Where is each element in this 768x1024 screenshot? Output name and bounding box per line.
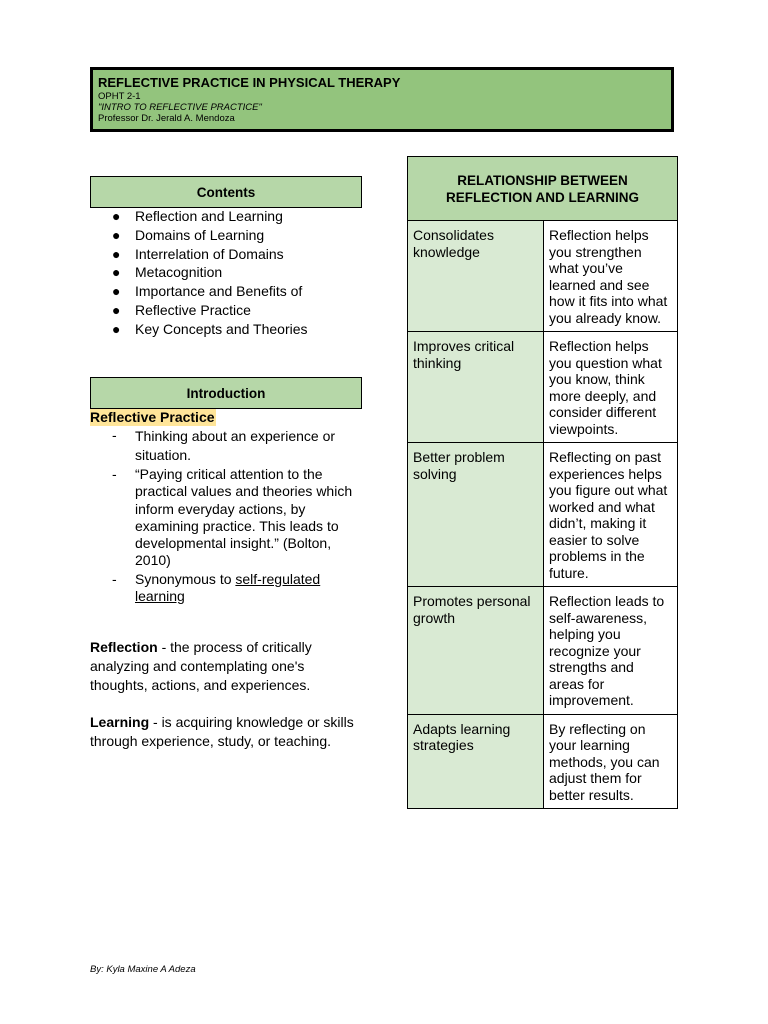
description-cell: By reflecting on your learning methods, you can adjust them for better results. — [544, 714, 678, 809]
table-row — [408, 587, 678, 715]
reflective-practice-points — [112, 427, 364, 606]
list-item: - Thinking about an experience or situation. — [112, 427, 336, 463]
list-item: - “Paying critical attention to the practical values and theories which inform everyday actions, by examining practice. This leads to developmental insight.” (Bolton, 2010) — [112, 466, 353, 569]
description-cell: Reflection helps you question what you know, think more deeply, and consider different viewpoints. — [544, 332, 678, 443]
bullet-icon: ● — [112, 301, 121, 318]
table-row — [408, 332, 678, 443]
table-row — [408, 714, 678, 809]
self-regulated-learning-link[interactable]: self-regulated learning — [135, 570, 321, 605]
introduction-heading: Introduction — [90, 377, 362, 409]
benefit-cell: Improves critical thinking — [408, 332, 544, 443]
list-item: ● Interrelation of Domains — [112, 245, 284, 262]
benefit-cell: Promotes personal growth — [408, 587, 544, 715]
list-item: ● Reflective Practice — [112, 301, 251, 318]
benefit-cell: Better problem solving — [408, 443, 544, 587]
bullet-icon: ● — [112, 320, 121, 337]
professor-name: Professor Dr. Jerald A. Mendoza — [98, 112, 235, 124]
reflection-definition: Reflection - the process of critically analyzing and contemplating one's thoughts, actions, and experiences. — [90, 639, 312, 693]
topic-title: "INTRO TO REFLECTIVE PRACTICE" — [98, 101, 262, 113]
description-cell: Reflection helps you strengthen what you’ve learned and see how it fits into what you already know. — [544, 221, 678, 332]
table-row — [408, 443, 678, 587]
relationship-table — [407, 156, 678, 809]
bullet-icon: ● — [112, 283, 121, 300]
dash-marker: - — [112, 466, 117, 482]
benefit-cell: Consolidates knowledge — [408, 221, 544, 332]
bullet-icon: ● — [112, 208, 121, 224]
description-cell: Reflecting on past experiences helps you figure out what worked and what didn’t, making it easier to solve problems in the future. — [544, 443, 678, 587]
document-header — [90, 67, 674, 132]
learning-definition: Learning - is acquiring knowledge or skills through experience, study, or teaching. — [90, 714, 354, 749]
list-item: ● Metacognition — [112, 264, 223, 281]
reflective-practice-subheading: Reflective Practice — [90, 409, 215, 425]
document-title: REFLECTIVE PRACTICE IN PHYSICAL THERAPY — [98, 75, 401, 90]
table-heading: RELATIONSHIP BETWEEN REFLECTION AND LEARNING — [408, 157, 678, 221]
description-cell: Reflection leads to self-awareness, helping you recognize your strengths and areas for improvement. — [544, 587, 678, 715]
bullet-icon: ● — [112, 245, 121, 262]
list-item: ● Key Concepts and Theories — [112, 320, 308, 337]
contents-heading: Contents — [90, 176, 362, 208]
table-row — [408, 221, 678, 332]
list-item: ● Domains of Learning — [112, 226, 265, 243]
list-item: ● Reflection and Learning — [112, 208, 283, 224]
author-credit: By: Kyla Maxine A Adeza — [90, 964, 196, 975]
bullet-icon: ● — [112, 226, 121, 243]
reflection-term: Reflection — [90, 639, 158, 655]
list-item: ● Importance and Benefits of — [112, 283, 303, 300]
list-item: - Synonymous to self-regulated learning — [112, 570, 321, 605]
dash-marker: - — [112, 570, 117, 587]
bullet-icon: ● — [112, 264, 121, 281]
course-code: OPHT 2-1 — [98, 90, 141, 102]
learning-term: Learning — [90, 714, 150, 730]
benefit-cell: Adapts learning strategies — [408, 714, 544, 809]
contents-list — [112, 207, 308, 339]
dash-marker: - — [112, 427, 117, 443]
